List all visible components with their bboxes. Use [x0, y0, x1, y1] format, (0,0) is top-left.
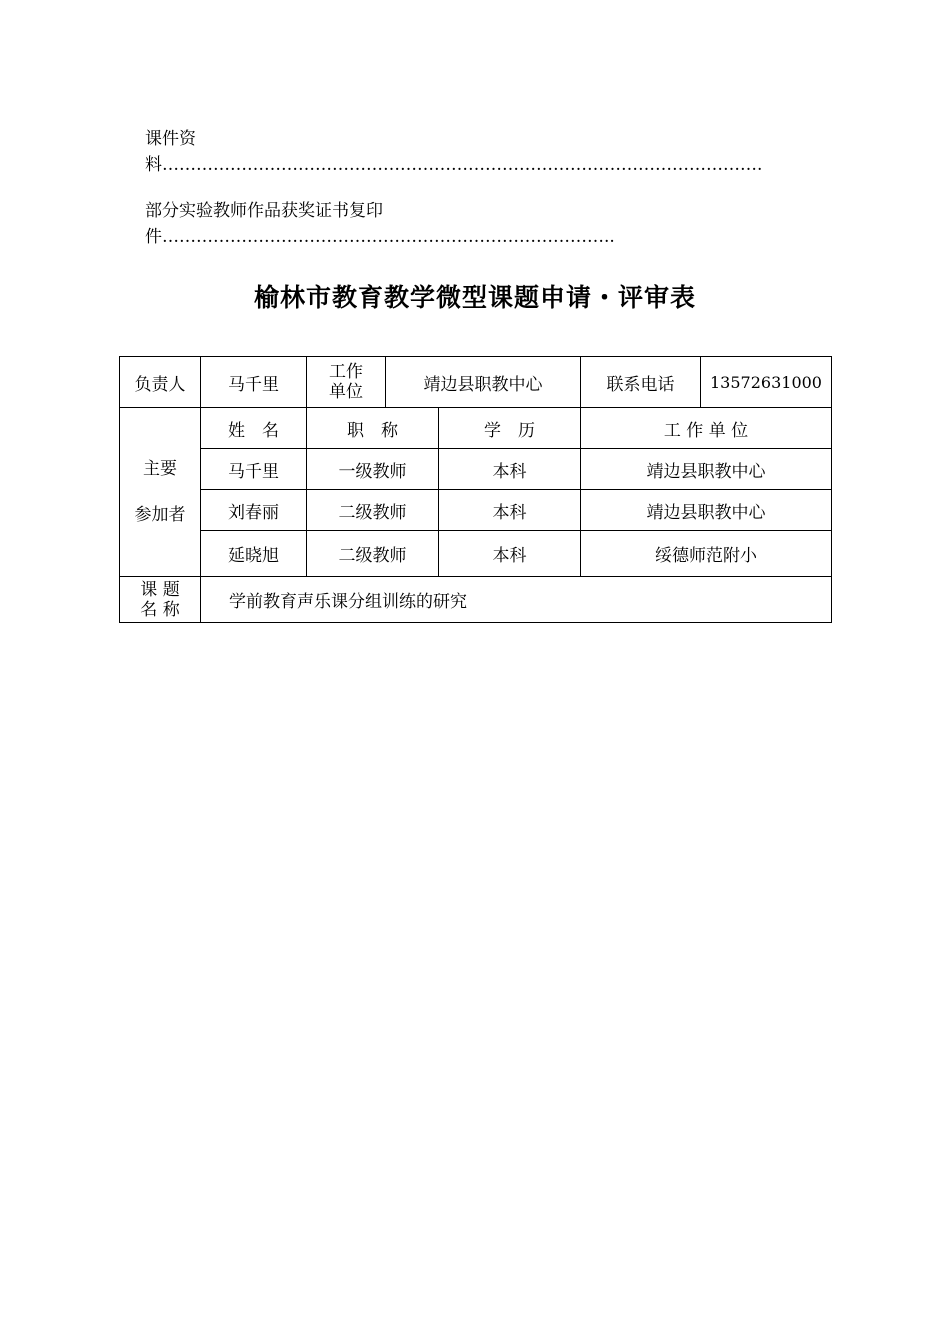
topic-label-line1: 课 题 — [140, 579, 180, 600]
participant-name: 延晓旭 — [201, 531, 307, 577]
header-title: 职 称 — [307, 408, 439, 449]
participant-row — [120, 531, 832, 577]
topic-label — [120, 577, 201, 623]
participants-label — [120, 408, 201, 577]
unit-label-line2: 单位 — [329, 382, 363, 402]
participant-title: 二级教师 — [307, 490, 439, 531]
participants-label-line1: 主要 — [143, 459, 177, 479]
application-form-table — [119, 356, 832, 623]
toc-item-courseware — [145, 126, 805, 178]
unit-label-line1: 工作 — [329, 362, 363, 382]
header-name: 姓 名 — [201, 408, 307, 449]
topic-row — [120, 577, 832, 623]
participant-name: 刘春丽 — [201, 490, 307, 531]
toc-item-text: 课件资料……………………………………………………………………………………………. — [145, 129, 763, 175]
participant-row — [120, 490, 832, 531]
participant-title: 一级教师 — [307, 449, 439, 490]
page-title: 榆林市教育教学微型课题申请・评审表 — [253, 283, 696, 312]
participant-title: 二级教师 — [307, 531, 439, 577]
participant-unit: 靖边县职教中心 — [581, 449, 832, 490]
toc-item-text: 部分实验教师作品获奖证书复印件…………………………………………………………………….. — [145, 201, 615, 247]
participants-header-row — [120, 408, 832, 449]
participant-education: 本科 — [439, 531, 581, 577]
topic-label-line2: 名 称 — [140, 599, 180, 620]
toc-item-certificates — [145, 198, 805, 250]
header-unit: 工 作 单 位 — [581, 408, 832, 449]
unit-value: 靖边县职教中心 — [386, 357, 581, 408]
unit-label — [307, 357, 386, 408]
participant-row — [120, 449, 832, 490]
leader-label: 负责人 — [120, 357, 201, 408]
participant-unit: 靖边县职教中心 — [581, 490, 832, 531]
leader-name: 马千里 — [201, 357, 307, 408]
phone-label: 联系电话 — [581, 357, 701, 408]
leader-row — [120, 357, 832, 408]
participant-education: 本科 — [439, 449, 581, 490]
topic-value: 学前教育声乐课分组训练的研究 — [201, 577, 832, 623]
participants-label-line2: 参加者 — [134, 505, 186, 525]
header-education: 学 历 — [439, 408, 581, 449]
participant-education: 本科 — [439, 490, 581, 531]
participant-unit: 绥德师范附小 — [581, 531, 832, 577]
phone-value: 13572631000 — [701, 357, 832, 408]
participant-name: 马千里 — [201, 449, 307, 490]
